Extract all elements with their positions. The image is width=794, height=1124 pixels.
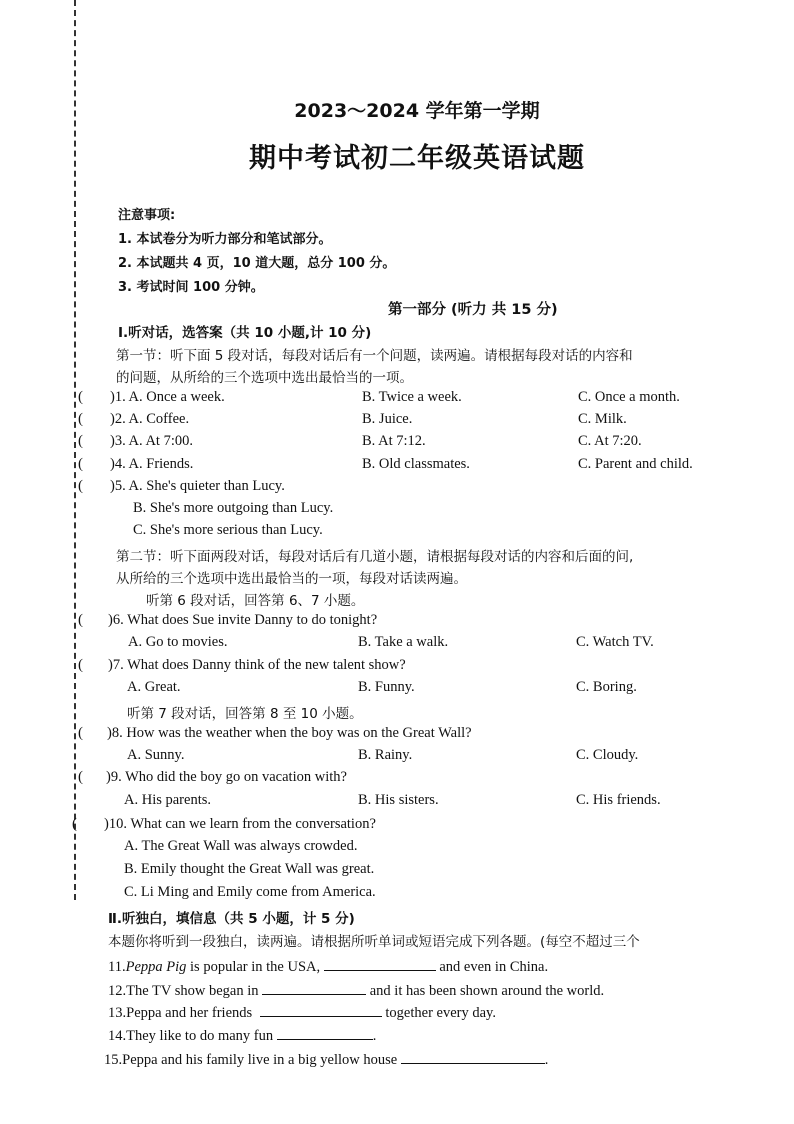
section3-instruction: 本题你将听到一段独白，读两遍。请根据所听单词或短语完成下列各题。(每空不超过三个	[108, 934, 640, 950]
question-stem: )6. What does Sue invite Danny to do tonight?	[108, 612, 378, 628]
section1-title: Ⅰ.听对话，选答案（共 10 小题,计 10 分)	[118, 325, 372, 341]
option-a: A. Sunny.	[127, 747, 185, 763]
fill-item-13	[0, 1001, 794, 1023]
item-number: 11.	[108, 959, 126, 975]
section1-title-row	[0, 321, 794, 343]
option-a: A. Go to movies.	[128, 634, 228, 650]
question-10-option-a-row	[0, 838, 794, 860]
section2-instruction-row	[0, 567, 794, 589]
fill-item-12	[0, 979, 794, 1001]
question-row-3	[0, 433, 794, 455]
item-number: 12.	[108, 983, 127, 999]
question-stem: )2. A. Coffee.	[110, 411, 190, 427]
section2-instruction-2: 从所给的三个选项中选出最恰当的一项，每段对话读两遍。	[116, 571, 467, 587]
notes-heading: 注意事项:	[118, 208, 176, 223]
option-c: C. His friends.	[576, 792, 661, 808]
item-text-post: and even in China.	[435, 959, 549, 975]
answer-blank[interactable]	[401, 1048, 545, 1064]
option-a: A. His parents.	[124, 792, 211, 808]
item-text-pre: They like to do many fun	[126, 1028, 274, 1044]
question-row-6	[0, 612, 794, 634]
answer-paren[interactable]: (	[78, 411, 83, 427]
answer-blank[interactable]	[324, 955, 436, 971]
question-row-10	[0, 816, 794, 838]
part1-title-row	[0, 298, 794, 320]
answer-paren[interactable]: (	[72, 816, 77, 832]
question-stem: )5. A. She's quieter than Lucy.	[110, 478, 285, 494]
note-item: 2. 本试题共 4 页，10 道大题，总分 100 分。	[118, 256, 396, 271]
option-c: C. Li Ming and Emily come from America.	[124, 884, 376, 900]
answer-paren[interactable]: (	[78, 456, 83, 472]
fill-item-14	[0, 1024, 794, 1046]
item-text-pre: The TV show began in	[126, 983, 259, 999]
question-9-options-row	[0, 792, 794, 814]
answer-paren[interactable]: (	[78, 725, 83, 741]
answer-paren[interactable]: (	[78, 478, 83, 494]
option-c: C. Once a month.	[578, 389, 680, 405]
question-stem: )9. Who did the boy go on vacation with?	[106, 769, 347, 785]
answer-blank[interactable]	[262, 979, 366, 995]
question-row-8	[0, 725, 794, 747]
option-b: B. Old classmates.	[362, 456, 470, 472]
question-5-option-b-row	[0, 500, 794, 522]
answer-paren[interactable]: (	[78, 433, 83, 449]
option-b: B. Funny.	[358, 679, 415, 695]
answer-paren[interactable]: (	[78, 612, 83, 628]
question-stem: )3. A. At 7:00.	[110, 433, 193, 449]
option-a: A. The Great Wall was always crowded.	[124, 838, 358, 854]
option-c: C. At 7:20.	[578, 433, 642, 449]
section1-instruction-2: 的问题，从所给的三个选项中选出最恰当的一项。	[116, 370, 413, 386]
exam-year: 2023～2024 学年第一学期	[294, 100, 540, 122]
section2-instruction-1: 第二节：听下面两段对话，每段对话后有几道小题，请根据每段对话的内容和后面的问,	[116, 549, 634, 565]
item-text-post: .	[372, 1028, 377, 1044]
item-text-pre: Peppa and his family live in a big yellow house	[122, 1052, 398, 1068]
option-b: B. Rainy.	[358, 747, 413, 763]
section3-instruction-row	[0, 930, 794, 952]
question-stem: )10. What can we learn from the conversation?	[104, 816, 376, 832]
question-stem: )1. A. Once a week.	[110, 389, 225, 405]
option-c: C. Watch TV.	[576, 634, 654, 650]
note-item: 1. 本试卷分为听力部分和笔试部分。	[118, 232, 332, 247]
option-b: B. Juice.	[362, 411, 413, 427]
option-c: C. Cloudy.	[576, 747, 639, 763]
item-number: 14.	[108, 1028, 127, 1044]
answer-paren[interactable]: (	[78, 657, 83, 673]
item-text-pre: Peppa and her friends	[126, 1005, 253, 1021]
question-row-9	[0, 769, 794, 791]
note-item: 3. 考试时间 100 分钟。	[118, 280, 264, 295]
question-row-1	[0, 389, 794, 411]
item-text-post: .	[544, 1052, 549, 1068]
option-c: C. Boring.	[576, 679, 637, 695]
option-b: B. She's more outgoing than Lucy.	[133, 500, 334, 516]
item-text-post: together every day.	[381, 1005, 496, 1021]
question-8-options-row	[0, 747, 794, 769]
option-c: C. Milk.	[578, 411, 627, 427]
question-row-4	[0, 456, 794, 478]
option-c: C. She's more serious than Lucy.	[133, 522, 323, 538]
question-5-option-c-row	[0, 522, 794, 544]
fill-item-15	[0, 1048, 794, 1070]
item-text-pre: is popular in the USA,	[186, 959, 321, 975]
item-text-post: and it has been shown around the world.	[366, 983, 605, 999]
answer-blank[interactable]	[277, 1024, 373, 1040]
section3-title-row	[0, 907, 794, 929]
option-b: B. Take a walk.	[358, 634, 449, 650]
item-number: 13.	[108, 1005, 127, 1021]
option-b: B. His sisters.	[358, 792, 439, 808]
question-row-7	[0, 657, 794, 679]
section1-instruction-1: 第一节：听下面 5 段对话，每段对话后有一个问题，读两遍。请根据每段对话的内容和	[116, 348, 633, 364]
answer-blank[interactable]	[260, 1001, 382, 1017]
dialog6-note: 听第 6 段对话，回答第 6、7 小题。	[146, 593, 365, 609]
question-6-options-row	[0, 634, 794, 656]
dialog7-note: 听第 7 段对话，回答第 8 至 10 小题。	[127, 706, 363, 722]
dialog6-note-row	[0, 589, 794, 611]
question-7-options-row	[0, 679, 794, 701]
question-stem: )4. A. Friends.	[110, 456, 194, 472]
section1-instruction-row	[0, 366, 794, 388]
question-stem: )7. What does Danny think of the new talent show?	[108, 657, 406, 673]
question-row-5	[0, 478, 794, 500]
question-row-2	[0, 411, 794, 433]
option-c: C. Parent and child.	[578, 456, 693, 472]
question-10-option-c-row	[0, 884, 794, 906]
option-a: A. Great.	[127, 679, 181, 695]
part1-title: 第一部分 (听力 共 15 分)	[388, 302, 558, 318]
question-10-option-b-row	[0, 861, 794, 883]
item-number: 15.	[104, 1052, 123, 1068]
show-name: Peppa Pig	[125, 959, 187, 975]
answer-paren[interactable]: (	[78, 389, 83, 405]
question-stem: )8. How was the weather when the boy was on the Great Wall?	[107, 725, 472, 741]
section2-instruction-row	[0, 545, 794, 567]
option-b: B. Emily thought the Great Wall was great.	[124, 861, 375, 877]
notes-block	[118, 204, 395, 300]
fill-item-11	[0, 955, 794, 977]
dialog7-note-row	[0, 702, 794, 724]
section1-instruction-row	[0, 344, 794, 366]
answer-paren[interactable]: (	[78, 769, 83, 785]
option-b: B. At 7:12.	[362, 433, 426, 449]
exam-title: 期中考试初二年级英语试题	[249, 143, 585, 174]
option-b: B. Twice a week.	[362, 389, 462, 405]
section3-title: Ⅱ.听独白，填信息（共 5 小题，计 5 分)	[108, 911, 355, 927]
